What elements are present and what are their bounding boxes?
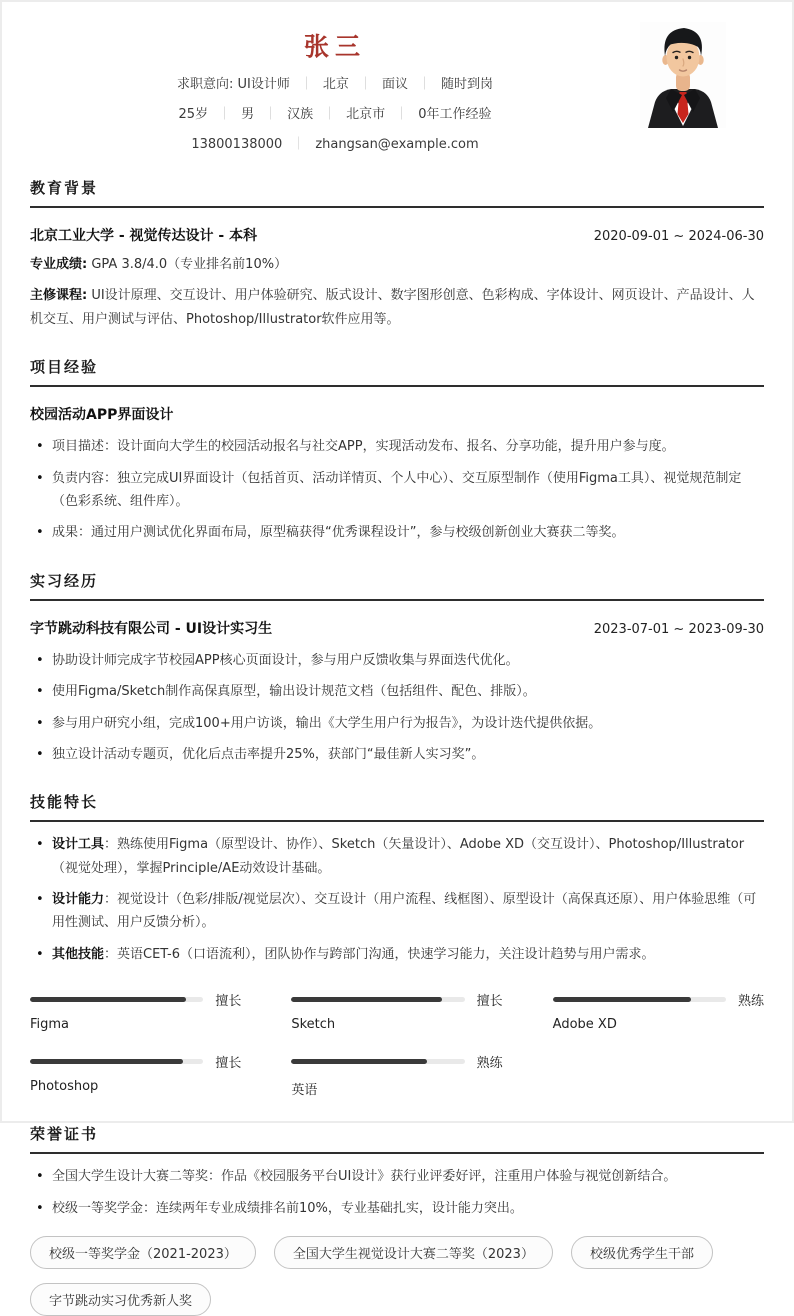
list-item: • 参与用户研究小组，完成100+用户访谈，输出《大学生用户行为报告》，为设计迭代提供依据。 (30, 712, 764, 735)
separator-bar: ｜ (292, 137, 306, 152)
honors-bullet-list (30, 1165, 764, 1220)
project-bullet-list (30, 435, 764, 545)
section-project (30, 356, 764, 545)
separator-bar: ｜ (323, 107, 337, 122)
skill-bar-adobe-xd: 熟练 Adobe XD (552, 994, 764, 1033)
section-divider (30, 599, 764, 601)
internship-bullet-list (30, 649, 764, 767)
list-item: • 负责内容：独立完成UI界面设计（包括首页、活动详情页、个人中心）、交互原型制作（使用Figma工具）、视觉规范制定（色彩系统、组件库）。 (30, 467, 764, 514)
section-divider (30, 385, 764, 387)
list-item: • 使用Figma/Sketch制作高保真原型，输出设计规范文档（包括组件、配色、排版）。 (30, 680, 764, 703)
internship-company: 字节跳动科技有限公司 - UI设计实习生 (30, 620, 273, 637)
section-title: 荣誉证书 (30, 1125, 99, 1144)
skill-bar-track (30, 1059, 203, 1064)
list-item: • 校级一等奖学金：连续两年专业成绩排名前10%，专业基础扎实，设计能力突出。 (30, 1197, 764, 1220)
separator-bar: ｜ (218, 107, 232, 122)
skills-bullet-list (30, 833, 764, 966)
skill-bar-track (553, 997, 726, 1002)
separator-bar: ｜ (264, 107, 278, 122)
education-date: 2020-09-01 ~ 2024-06-30 (593, 229, 764, 244)
bullet-icon: • (36, 525, 44, 541)
education-gpa-line: 专业成绩: GPA 3.8/4.0（专业排名前10%） (30, 257, 288, 272)
list-item: • 全国大学生设计大赛二等奖：作品《校园服务平台UI设计》获行业评委好评，注重用户体验与视觉创新结合。 (30, 1165, 764, 1188)
section-title: 教育背景 (30, 179, 99, 197)
profile-photo (640, 22, 726, 128)
separator-bar: ｜ (395, 107, 409, 122)
skill-bar-sketch: 擅长 Sketch (291, 994, 503, 1033)
section-title: 实习经历 (30, 571, 99, 590)
bullet-icon: • (36, 1169, 44, 1185)
list-item: • 设计工具：熟练使用Figma（原型设计、协作）、Sketch（矢量设计）、Adobe XD（交互设计）、Photoshop/Illustrator（视觉处理），掌握Principle/AE动效设计基础。 (30, 833, 764, 880)
candidate-name: 张三 (303, 32, 366, 61)
honor-tag-list (30, 1236, 764, 1316)
section-internship (30, 570, 764, 767)
honor-tag: 全国大学生视觉设计大赛二等奖（2023） (274, 1236, 553, 1269)
education-school: 北京工业大学 - 视觉传达设计 - 本科 (30, 228, 258, 244)
section-title: 技能特长 (30, 793, 99, 812)
skill-bar-track (291, 1059, 464, 1064)
separator-bar: ｜ (358, 77, 372, 92)
resume-page (2, 2, 792, 1316)
bullet-icon: • (36, 684, 44, 700)
bullet-icon: • (36, 652, 44, 668)
section-divider (30, 1152, 764, 1154)
list-item: • 独立设计活动专题页，优化后点击率提升25%，获部门“最佳新人实习奖”。 (30, 743, 764, 766)
honor-tag: 校级优秀学生干部 (571, 1236, 713, 1269)
list-item: • 成果：通过用户测试优化界面布局，原型稿获得“优秀课程设计”，参与校级创新创业大赛获二等奖。 (30, 521, 764, 544)
skill-bar-track (30, 997, 203, 1002)
job-intent-line: 求职意向: UI设计师 ｜ 北京 ｜ 面议 ｜ 随时到岗 (177, 77, 493, 92)
bullet-icon: • (36, 470, 44, 486)
list-item: • 协助设计师完成字节校园APP核心页面设计，参与用户反馈收集与界面迭代优化。 (30, 649, 764, 672)
bullet-icon: • (36, 946, 44, 962)
skill-bar-track (291, 997, 464, 1002)
separator-bar: ｜ (299, 77, 313, 92)
education-courses-line: 主修课程: UI设计原理、交互设计、用户体验研究、版式设计、数字图形创意、色彩构成、字体设计、网页设计、产品设计、人机交互、用户测试与评估、Photoshop/Illustrator软件应用等。 (30, 288, 755, 327)
skill-bar-english: 熟练 英语 (291, 1056, 503, 1099)
bullet-icon: • (36, 892, 44, 908)
skill-bar-photoshop: 擅长 Photoshop (30, 1056, 242, 1095)
skill-bar-figma: 擅长 Figma (30, 994, 242, 1033)
bullet-icon: • (36, 1200, 44, 1216)
honor-tag: 校级一等奖学金（2021-2023） (30, 1236, 256, 1269)
bullet-icon: • (36, 837, 44, 853)
section-divider (30, 206, 764, 208)
avatar-illustration (640, 22, 726, 128)
honor-tag: 字节跳动实习优秀新人奖 (30, 1283, 211, 1316)
list-item: • 其他技能：英语CET-6（口语流利），团队协作与跨部门沟通，快速学习能力，关注设计趋势与用户需求。 (30, 943, 764, 966)
bullet-icon: • (36, 439, 44, 455)
bullet-icon: • (36, 715, 44, 731)
bullet-icon: • (36, 746, 44, 762)
header (30, 22, 764, 152)
header-text (30, 22, 640, 152)
list-item: • 项目描述：设计面向大学生的校园活动报名与社交APP，实现活动发布、报名、分享功能，提升用户参与度。 (30, 435, 764, 458)
skill-bar-grid (30, 990, 764, 1098)
contact-line: 13800138000 ｜ zhangsan@example.com (191, 137, 479, 152)
section-skills (30, 791, 764, 1098)
section-title: 项目经验 (30, 358, 99, 377)
internship-date: 2023-07-01 ~ 2023-09-30 (593, 621, 764, 637)
section-education (30, 177, 764, 331)
personal-info-line: 25岁 ｜ 男 ｜ 汉族 ｜ 北京市 ｜ 0年工作经验 (178, 107, 492, 122)
section-honors (30, 1123, 764, 1316)
section-divider (30, 820, 764, 822)
separator-bar: ｜ (417, 77, 431, 92)
list-item: • 设计能力：视觉设计（色彩/排版/视觉层次）、交互设计（用户流程、线框图）、原型设计（高保真还原）、用户体验思维（可用性测试、用户反馈分析）。 (30, 888, 764, 935)
project-name: 校园活动APP界面设计 (30, 407, 174, 424)
